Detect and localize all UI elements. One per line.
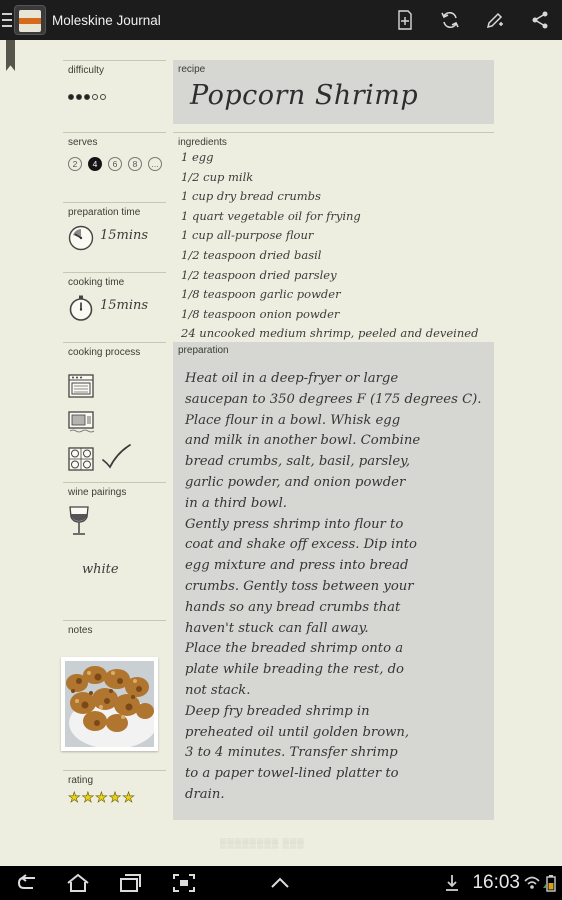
status-clock: 16:03 bbox=[472, 872, 520, 893]
preparation-time-section[interactable] bbox=[63, 202, 166, 272]
page-watermark: ▒▒▒▒▒▒▒▒ ▒▒▒ bbox=[220, 838, 305, 848]
stopwatch-icon bbox=[68, 295, 94, 321]
difficulty-section[interactable] bbox=[63, 60, 166, 132]
rating-section bbox=[63, 770, 166, 830]
serves-option[interactable]: ... bbox=[148, 157, 162, 171]
notes-label: notes bbox=[68, 625, 93, 636]
up-arrow-icon bbox=[268, 873, 292, 893]
star-icon[interactable]: ★ bbox=[122, 789, 135, 805]
app-logo-icon bbox=[14, 5, 46, 35]
wine-pairing-value: white bbox=[82, 562, 119, 577]
wine-pairings-label: wine pairings bbox=[68, 487, 127, 498]
preparation-time-value: 15mins bbox=[100, 228, 149, 243]
clock-icon bbox=[68, 225, 94, 251]
serves-option[interactable]: 6 bbox=[108, 157, 122, 171]
action-bar-buttons bbox=[382, 0, 562, 40]
notification-icon bbox=[444, 874, 460, 892]
edit-button[interactable] bbox=[472, 0, 517, 40]
recipe-title-box[interactable] bbox=[173, 60, 494, 124]
preparation-text[interactable]: Heat oil in a deep-fryer or large saucepan to 350 degrees F (175 degrees C). Place flour in a bowl. Whisk egg and milk in another bowl. Combine bread crumbs, salt, basil, parsley, garlic powder, and onion powder in a third bowl. Gently press shrimp into flour to coat and shake off excess. Dip into egg mixture and press into bread crumbs. Gently toss between your hands so any bread crumbs that haven't stuck can fall away. Place the breaded shrimp onto a plate while breading the rest, do not stack. Deep fry breaded shrimp in preheated oil until golden brown, 3 to 4 minutes. Transfer shrimp to a paper towel-lined platter to drain. bbox=[185, 371, 482, 802]
wine-glass-icon bbox=[68, 506, 90, 536]
difficulty-dot[interactable] bbox=[68, 94, 74, 100]
star-icon[interactable]: ★ bbox=[81, 789, 95, 805]
notes-photo[interactable] bbox=[61, 657, 158, 751]
wifi-icon bbox=[524, 874, 540, 892]
share-icon bbox=[530, 10, 550, 30]
ingredients-label: ingredients bbox=[178, 137, 227, 148]
sync-button[interactable] bbox=[427, 0, 472, 40]
recipe-label: recipe bbox=[178, 64, 206, 75]
ingredient-item: 1 quart vegetable oil for frying bbox=[181, 208, 361, 223]
new-page-button[interactable] bbox=[382, 0, 427, 40]
microwave-icon[interactable] bbox=[68, 409, 94, 433]
serves-options bbox=[68, 157, 162, 171]
app-title: Moleskine Journal bbox=[52, 12, 161, 28]
star-icon[interactable]: ★ bbox=[108, 789, 122, 805]
cooking-process-label: cooking process bbox=[68, 347, 141, 358]
serves-section bbox=[63, 132, 166, 202]
oven-icon[interactable] bbox=[68, 374, 94, 398]
ingredient-item: 1 egg bbox=[181, 150, 214, 164]
cooking-process-section bbox=[63, 342, 166, 482]
ingredient-item: 1/8 teaspoon onion powder bbox=[181, 306, 340, 321]
difficulty-dot[interactable] bbox=[100, 94, 106, 100]
back-button[interactable] bbox=[14, 870, 42, 896]
ingredient-item: 1/8 teaspoon garlic powder bbox=[181, 287, 341, 302]
ingredient-item: 1 cup all-purpose flour bbox=[181, 228, 314, 243]
serves-option[interactable]: 4 bbox=[88, 157, 102, 171]
serves-label: serves bbox=[68, 137, 98, 148]
app-home-button[interactable] bbox=[0, 0, 46, 40]
difficulty-rating[interactable] bbox=[68, 94, 106, 100]
sync-icon bbox=[440, 10, 460, 30]
preparation-label: preparation bbox=[178, 345, 229, 356]
star-icon[interactable]: ★ bbox=[95, 789, 108, 805]
stovetop-icon[interactable] bbox=[68, 447, 94, 471]
edit-icon bbox=[485, 10, 505, 30]
show-more-button[interactable] bbox=[266, 870, 294, 896]
new-page-icon bbox=[395, 10, 415, 30]
rating-stars[interactable] bbox=[68, 790, 135, 804]
ingredient-item: 1/2 teaspoon dried parsley bbox=[181, 267, 337, 282]
system-navigation-bar bbox=[0, 866, 562, 900]
difficulty-label: difficulty bbox=[68, 65, 104, 76]
drawer-indicator-icon bbox=[2, 13, 12, 27]
wine-pairings-section[interactable] bbox=[63, 482, 166, 620]
ingredient-item: 1 cup dry bread crumbs bbox=[181, 189, 321, 204]
difficulty-dot[interactable] bbox=[84, 94, 90, 100]
serves-option[interactable]: 8 bbox=[128, 157, 142, 171]
ingredient-item: 24 uncooked medium shrimp, peeled and deveined bbox=[181, 326, 479, 341]
screenshot-icon bbox=[172, 873, 196, 893]
cooking-time-section[interactable] bbox=[63, 272, 166, 342]
recipe-title[interactable]: Popcorn Shrimp bbox=[190, 80, 419, 111]
bookmark-ribbon bbox=[6, 40, 15, 71]
preparation-time-label: preparation time bbox=[68, 207, 141, 218]
screenshot-button[interactable] bbox=[170, 870, 198, 896]
recent-apps-button[interactable] bbox=[116, 870, 144, 896]
ingredients-list[interactable] bbox=[181, 148, 562, 344]
difficulty-dot[interactable] bbox=[76, 94, 82, 100]
back-icon bbox=[16, 873, 40, 893]
rating-label: rating bbox=[68, 775, 94, 786]
journal-page bbox=[0, 40, 562, 866]
popcorn-shrimp-photo bbox=[65, 661, 154, 747]
home-icon bbox=[66, 873, 90, 893]
recent-apps-icon bbox=[118, 873, 142, 893]
star-icon[interactable]: ★ bbox=[68, 789, 81, 805]
selected-checkmark-icon bbox=[101, 443, 131, 469]
preparation-box[interactable] bbox=[173, 342, 494, 820]
share-button[interactable] bbox=[517, 0, 562, 40]
action-bar bbox=[0, 0, 562, 40]
cooking-time-value: 15mins bbox=[100, 298, 149, 313]
home-button[interactable] bbox=[64, 870, 92, 896]
ingredient-item: 1/2 cup milk bbox=[181, 169, 254, 184]
battery-icon bbox=[542, 874, 558, 892]
serves-option[interactable]: 2 bbox=[68, 157, 82, 171]
difficulty-dot[interactable] bbox=[92, 94, 98, 100]
ingredients-section bbox=[173, 132, 494, 148]
cooking-time-label: cooking time bbox=[68, 277, 125, 288]
ingredient-item: 1/2 teaspoon dried basil bbox=[181, 247, 322, 262]
